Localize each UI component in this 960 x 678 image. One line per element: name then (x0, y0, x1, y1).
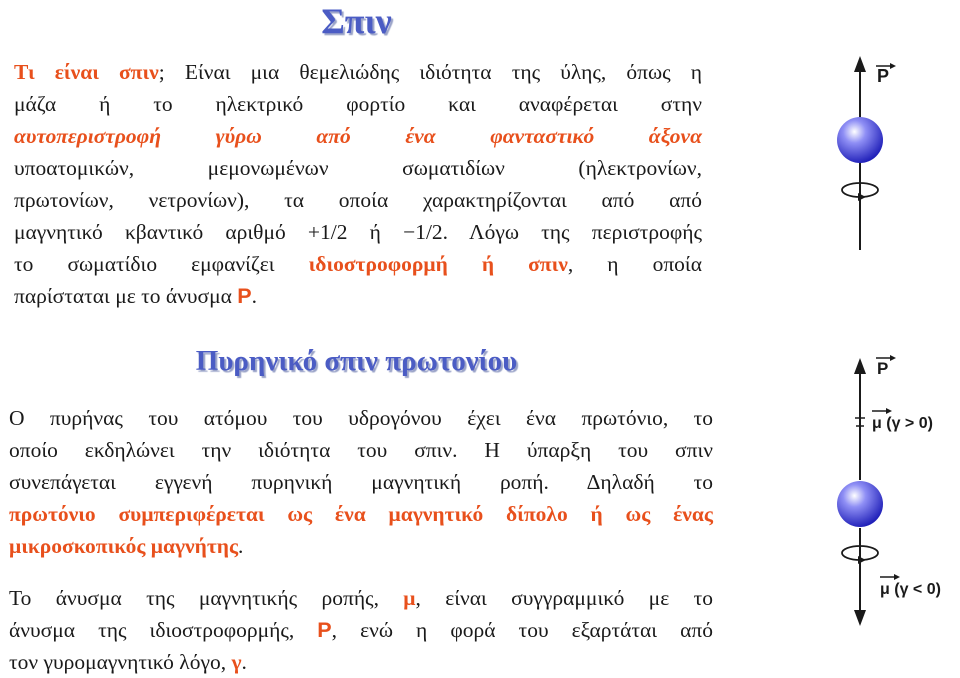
section-heading-proton-spin: Πυρηνικό σπιν πρωτονίου (195, 345, 518, 377)
highlighted-term: Τι είναι σπιν (14, 60, 159, 84)
highlighted-term: P (237, 284, 252, 308)
text-run: , η οποία (567, 252, 702, 276)
text-line (9, 466, 713, 498)
vector-label-mu-positive: μ (γ > 0) (872, 415, 933, 432)
text-line (14, 152, 702, 184)
text-line (9, 498, 713, 530)
arrow-head-icon (854, 610, 866, 626)
highlighted-term: μ (403, 586, 416, 610)
particle-sphere (837, 117, 883, 163)
text-run: μαγνητικό κβαντικό αριθμό +1/2 ή −1/2. Λόγω της περιστροφής (14, 220, 702, 244)
text-run: πρωτονίων, νετρονίων), τα οποία χαρακτηρίζονται από από (14, 188, 702, 212)
text-run: ; Είναι μια θεμελιώδης ιδιότητα της ύλης, όπως η (158, 60, 702, 84)
text-line (14, 248, 702, 280)
highlighted-term: ιδιοστροφορμή ή σπιν (308, 252, 568, 276)
vector-label-p: P (877, 359, 889, 378)
text-run: . (251, 284, 257, 308)
text-run: . (238, 534, 244, 558)
magnetic-moment-paragraph (9, 582, 713, 678)
highlighted-term: P (317, 618, 332, 642)
text-run: υποατομικών, μεμονωμένων σωματιδίων (ηλεκτρονίων, (14, 156, 702, 180)
text-line (14, 88, 702, 120)
text-run: το σωματίδιο εμφανίζει (14, 252, 309, 276)
text-run: , ενώ η φορά του εξαρτάται από (331, 618, 713, 642)
text-line (9, 614, 713, 646)
text-run: άνυσμα της ιδιοστροφορμής, (9, 618, 318, 642)
proton-spin-paragraph (9, 402, 713, 562)
text-line (14, 216, 702, 248)
text-run: τον γυρομαγνητικό λόγο, (9, 650, 232, 674)
text-line (9, 530, 713, 562)
page-title: Σπιν (321, 1, 392, 41)
text-line (9, 582, 713, 614)
highlighted-term: μικροσκοπικός μαγνήτης (9, 534, 239, 558)
text-run: παρίσταται με το άνυσμα (14, 284, 238, 308)
text-run: συνεπάγεται εγγενή πυρηνική μαγνητική ροπή. Δηλαδή το (9, 470, 713, 494)
vector-label-mu-negative: μ (γ < 0) (880, 581, 941, 598)
spin-vector-figure (820, 50, 920, 280)
text-line (14, 280, 702, 312)
text-line (14, 56, 702, 88)
text-run: Ο πυρήνας του ατόμου του υδρογόνου έχει ένα πρωτόνιο, το (9, 406, 713, 430)
vector-label-p: P (877, 66, 890, 86)
arrow-head-icon (854, 56, 866, 72)
text-run: οποίο εκδηλώνει την ιδιότητα του σπιν. Η ύπαρξη του σπιν (9, 438, 713, 462)
text-line (14, 184, 702, 216)
text-run: . (241, 650, 247, 674)
text-line (9, 434, 713, 466)
highlighted-term: αυτοπεριστροφή γύρω από ένα φανταστικό άξονα (14, 124, 702, 148)
text-run: Το άνυσμα της μαγνητικής ροπής, (9, 586, 404, 610)
proton-sphere (837, 481, 883, 527)
spin-definition-paragraph (14, 56, 702, 312)
text-run: , είναι συγγραμμικό με το (415, 586, 713, 610)
text-line (14, 120, 702, 152)
text-line (9, 646, 713, 678)
proton-moment-figure (820, 348, 960, 638)
text-run: μάζα ή το ηλεκτρικό φορτίο και αναφέρεται στην (14, 92, 702, 116)
highlighted-term: γ (231, 650, 242, 674)
highlighted-term: πρωτόνιο συμπεριφέρεται ως ένα μαγνητικό δίπολο ή ως ένας (9, 502, 713, 526)
text-line (9, 402, 713, 434)
arrow-head-icon (854, 358, 866, 374)
